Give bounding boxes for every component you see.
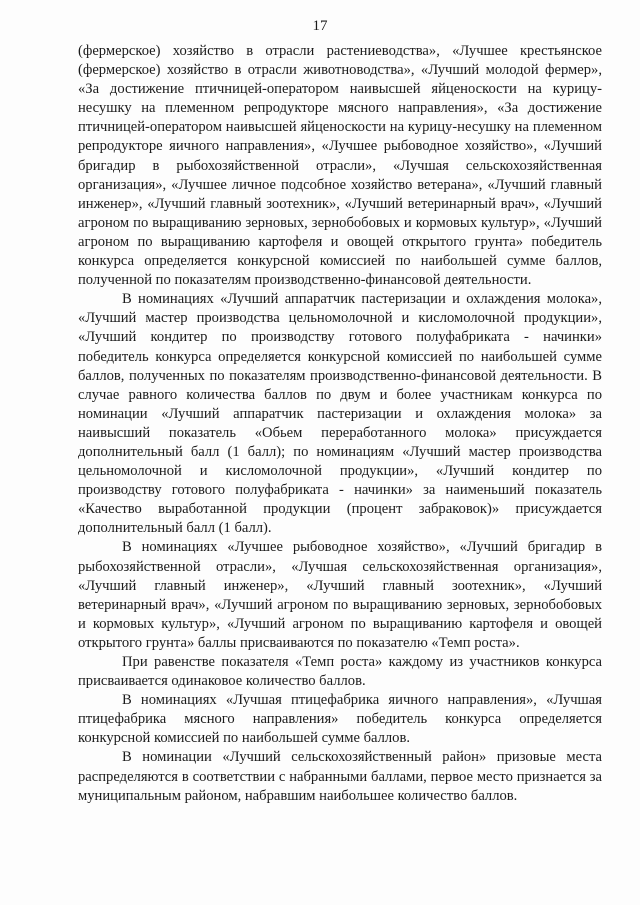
paragraph-1: (фермерское) хозяйство в отрасли растениеводства», «Лучшее крестьянское (фермерское) хозяйство в отрасли животноводства», «Лучший молодой фермер», «За достижение птичницей-оператором наивысшей яйценоскости на курицу-несушку на племенном репродукторе мясного направления», «За достижение птичницей-оператором наивысшей яйценоскости на курицу-несушку на племенном репродукторе яичного направления», «Лучшее рыбоводное хозяйство», «Лучший бригадир в рыбохозяйственной отрасли», «Лучшая сельскохозяйственная организация», «Лучшее личное подсобное хозяйство ветерана», «Лучший главный инженер», «Лучший главный зоотехник», «Лучший ветеринарный врач», «Лучший агроном по выращиванию зерновых, зернобобовых и кормовых культур», «Лучший агроном по выращиванию картофеля и овощей открытого грунта» победитель конкурса определяется конкурсной комиссией по наибольшей сумме баллов, полученной по показателям производственно-финансовой деятельности.	[78, 43, 602, 289]
paragraph-6: В номинации «Лучший сельскохозяйственный район» призовые места распределяются в соответствии с набранными баллами, первое место признается за муниципальным районом, набравшим наибольшее количество баллов.	[78, 749, 602, 804]
paragraph-5: В номинациях «Лучшая птицефабрика яичного направления», «Лучшая птицефабрика мясного направления» победитель конкурса определяется конкурсной комиссией по наибольшей сумме баллов.	[78, 692, 602, 747]
paragraph-4: При равенстве показателя «Темп роста» каждому из участников конкурса присваивается одинаковое количество баллов.	[78, 654, 602, 690]
document-body	[78, 42, 602, 806]
page-number: 17	[312, 18, 328, 34]
paragraph-2: В номинациях «Лучший аппаратчик пастеризации и охлаждения молока», «Лучший мастер производства цельномолочной и кисломолочной продукции», «Лучший кондитер по производству готового полуфабриката - начинки» победитель конкурса определяется конкурсной комиссией по наибольшей сумме баллов, полученных по показателям производственно-финансовой деятельности. В случае равного количества баллов по двум и более участникам конкурса по номинации «Лучший аппаратчик пастеризации и охлаждения молока» за наивысший показатель «Обьем переработанного молока» присуждается дополнительный балл (1 балл); по номинациям «Лучший мастер производства цельномолочной и кисломолочной продукции», «Лучший кондитер по производству готового полуфабриката - начинки» за наименьший показатель «Качество выработанной продукции (процент забраковок)» присуждается дополнительный балл (1 балл).	[78, 291, 602, 537]
paragraph-3: В номинациях «Лучшее рыбоводное хозяйство», «Лучший бригадир в рыбохозяйственной отрасли», «Лучшая сельскохозяйственная организация», «Лучший главный инженер», «Лучший главный зоотехник», «Лучший ветеринарный врач», «Лучший агроном по выращиванию зерновых, зернобобовых и кормовых культур», «Лучший агроном по выращиванию картофеля и овощей открытого грунта» баллы присваиваются по показателю «Темп роста».	[78, 539, 602, 651]
